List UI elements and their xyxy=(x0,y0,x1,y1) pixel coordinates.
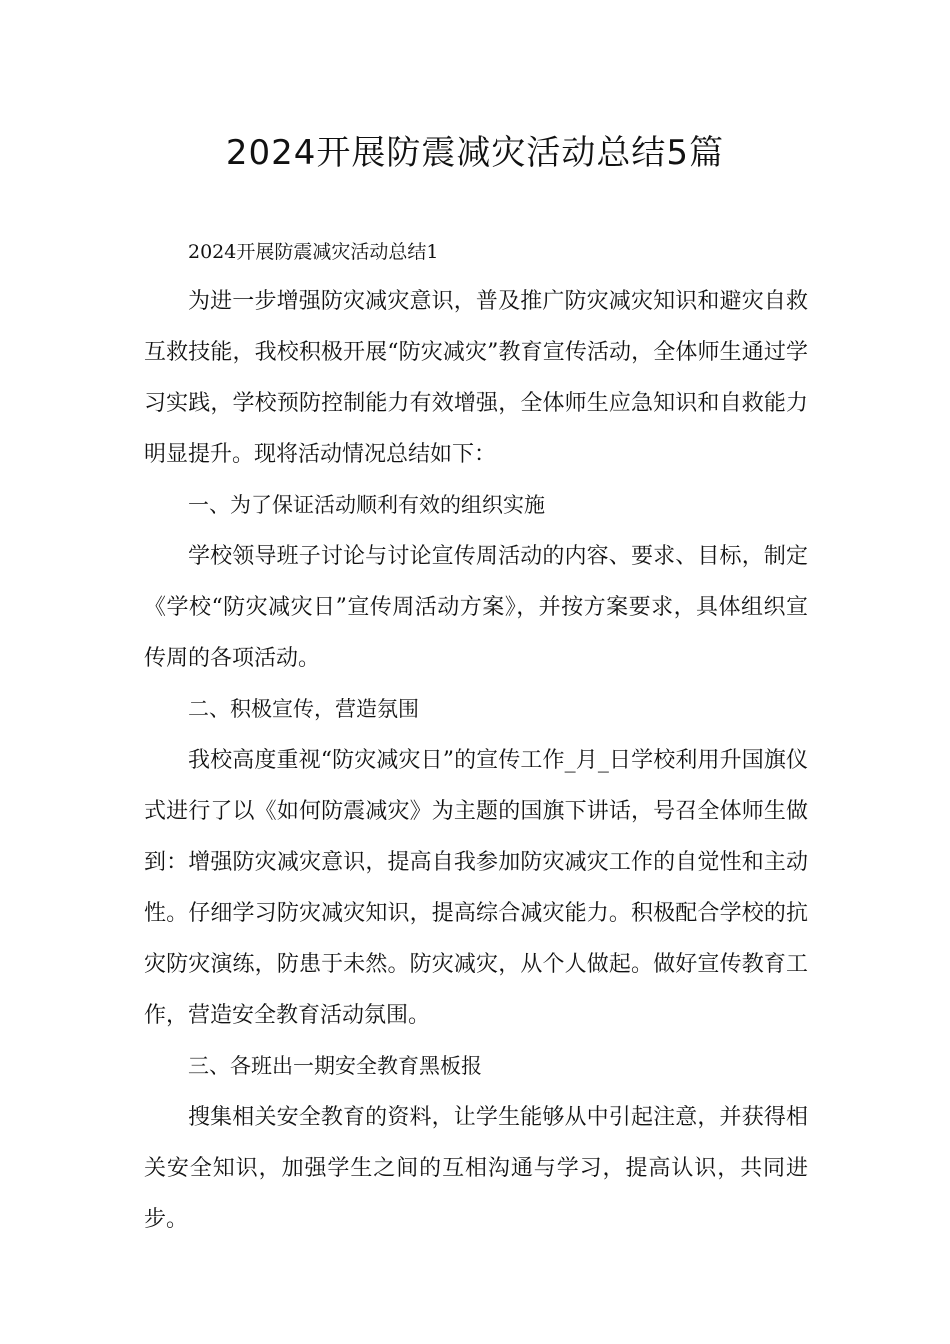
paragraph-organization: 学校领导班子讨论与讨论宣传周活动的内容、要求、目标，制定《学校“防灾减灾日”宣传周活动方案》，并按方案要求，具体组织宣传周的各项活动。 xyxy=(144,544,808,671)
document-body xyxy=(144,228,808,1245)
section-heading-1: 一、为了保证活动顺利有效的组织实施 xyxy=(188,493,545,517)
section-subtitle: 2024开展防震减灾活动总结1 xyxy=(188,241,439,263)
section-heading-3: 三、各班出一期安全教育黑板报 xyxy=(188,1054,482,1078)
paragraph-intro: 为进一步增强防灾减灾意识，普及推广防灾减灾知识和避灾自救互救技能，我校积极开展“防灾减灾”教育宣传活动，全体师生通过学习实践，学校预防控制能力有效增强，全体师生应急知识和自救能力明显提升。现将活动情况总结如下： xyxy=(144,289,808,467)
document-title: 2024开展防震减灾活动总结5篇 xyxy=(225,133,725,173)
paragraph-blackboard: 搜集相关安全教育的资料，让学生能够从中引起注意，并获得相关安全知识，加强学生之间的互相沟通与学习，提高认识，共同进步。 xyxy=(144,1105,808,1232)
paragraph-publicity: 我校高度重视“防灾减灾日”的宣传工作_月_日学校利用升国旗仪式进行了以《如何防震减灾》为主题的国旗下讲话，号召全体师生做到：增强防灾减灾意识，提高自我参加防灾减灾工作的自觉性和主动性。仔细学习防灾减灾知识，提高综合减灾能力。积极配合学校的抗灾防灾演练，防患于未然。防灾减灾，从个人做起。做好宣传教育工作，营造安全教育活动氛围。 xyxy=(144,748,808,1028)
section-heading-2: 二、积极宣传，营造氛围 xyxy=(188,697,419,721)
